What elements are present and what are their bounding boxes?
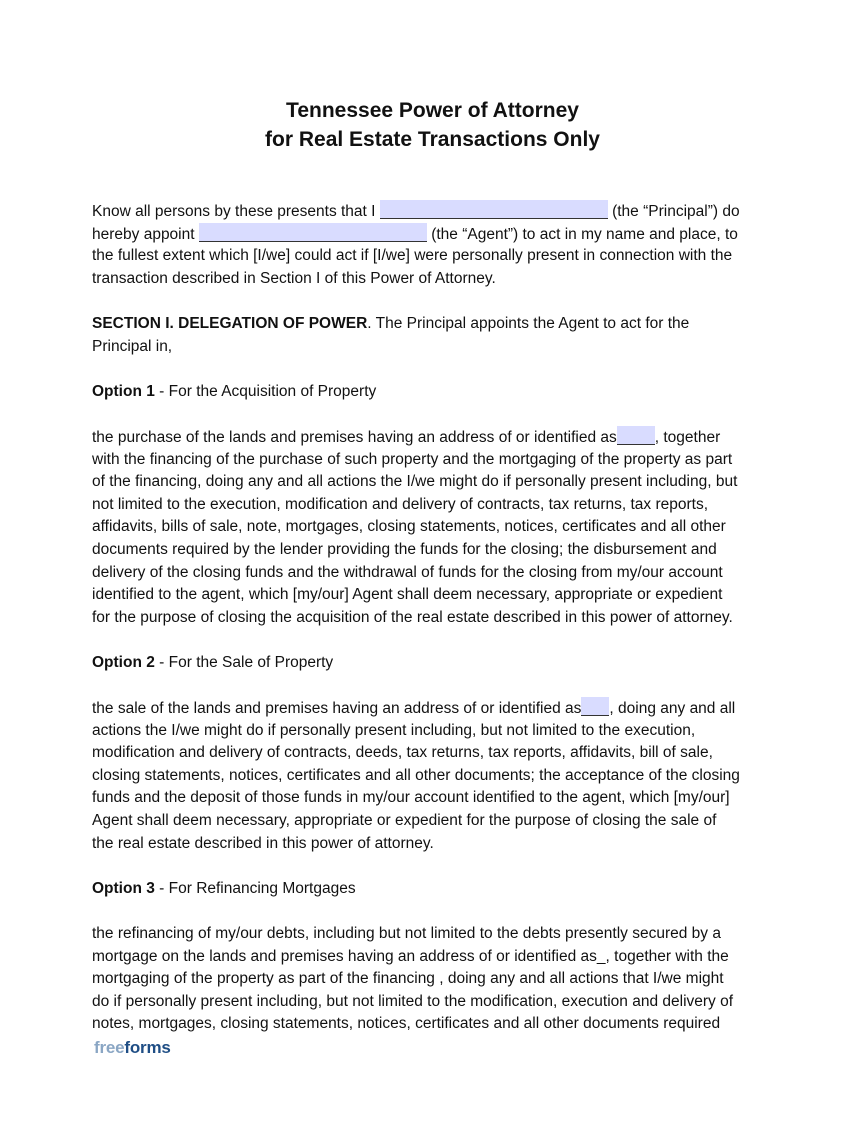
option-text: the purchase of the lands and premises having an address of or identified as — [92, 429, 617, 446]
option-2-heading — [92, 652, 808, 675]
logo-forms: forms — [124, 1038, 171, 1057]
option-text: Agent shall deem necessary, appropriate or expedient for the purpose of closing the sale of — [92, 811, 717, 829]
intro-paragraph — [92, 200, 808, 290]
title-line-1: Tennessee Power of Attorney — [286, 99, 579, 122]
option-text: the refinancing of my/our debts, including but not limited to the debts presently secured by a — [92, 925, 721, 942]
document-title — [0, 96, 865, 154]
option-text: affidavits, bills of sale, note, mortgages, closing statements, notices, certificates and all other — [92, 518, 726, 536]
option-subtitle: - For the Acquisition of Property — [154, 383, 377, 400]
option-1-paragraph — [92, 426, 808, 629]
intro-text: transaction described in Section I of this Power of Attorney. — [92, 269, 496, 287]
option-2-paragraph — [92, 697, 808, 855]
intro-text: Know all persons by these presents that I — [92, 203, 376, 220]
section-heading: SECTION I. DELEGATION OF POWER — [92, 315, 368, 332]
intro-text: hereby appoint — [92, 225, 195, 243]
option-text: delivery of the closing funds and the withdrawal of funds for the closing from my/our account — [92, 563, 723, 581]
option-text: mortgage on the lands and premises having an address of or identified as_, together with the — [92, 947, 729, 965]
option-text: mortgaging of the property as part of the financing , doing any and all actions that I/we might — [92, 970, 724, 988]
intro-text: (the “Principal”) do — [612, 203, 740, 220]
option-text: actions the I/we might do if personally present including, but not limited to the execution, — [92, 721, 696, 739]
option-text: , doing any and all — [609, 700, 736, 717]
option-text: , together — [654, 429, 721, 446]
option-text: identified to the agent, which [my/our] Agent shall deem necessary, appropriate or expedient — [92, 586, 723, 604]
option-text: of the financing, doing any and all actions the I/we might do if personally present including, but — [92, 473, 738, 491]
option-text: the real estate described in this power of attorney. — [92, 834, 434, 852]
intro-text: (the “Agent”) to act in my name and place, to — [431, 225, 738, 243]
sale-address-field[interactable] — [581, 697, 609, 716]
section-text: Principal in, — [92, 337, 173, 355]
option-text: funds and the deposit of those funds in my/our account identified to the agent, which [my/our] — [92, 789, 730, 807]
option-label: Option 1 — [92, 383, 155, 400]
option-text: with the financing of the purchase of such property and the mortgaging of the property as part — [92, 450, 733, 468]
option-subtitle: - For Refinancing Mortgages — [154, 880, 356, 897]
section-text: . The Principal appoints the Agent to act for the — [367, 315, 690, 332]
agent-name-field[interactable] — [199, 223, 427, 242]
option-3-heading — [92, 878, 808, 901]
acquisition-address-field[interactable] — [617, 426, 655, 445]
option-subtitle: - For the Sale of Property — [154, 654, 334, 671]
freeforms-logo — [94, 1038, 171, 1058]
option-label: Option 3 — [92, 880, 155, 897]
option-text: documents required by the lender providing the funds for the closing; the disbursement and — [92, 540, 717, 558]
title-line-2: for Real Estate Transactions Only — [265, 128, 600, 151]
principal-name-field[interactable] — [380, 200, 608, 219]
section-1 — [92, 313, 808, 358]
logo-free: free — [94, 1038, 125, 1057]
option-text: notes, mortgages, closing statements, notices, certificates and all other documents required — [92, 1015, 721, 1033]
intro-text: the fullest extent which [I/we] could act if [I/we] were personally present in connection with the — [92, 247, 733, 265]
option-text: the sale of the lands and premises having an address of or identified as — [92, 700, 582, 717]
option-text: modification and delivery of contracts, deeds, tax returns, tax reports, affidavits, bill of sale, — [92, 744, 713, 762]
option-text: do if personally present including, but not limited to the modification, execution and delivery of — [92, 992, 734, 1010]
option-text: for the purpose of closing the acquisition of the real estate described in this power of attorney. — [92, 608, 733, 626]
option-3-paragraph — [92, 923, 808, 1036]
option-1-heading — [92, 381, 808, 404]
option-text: closing statements, notices, certificates and all other documents; the acceptance of the closing — [92, 766, 740, 784]
option-label: Option 2 — [92, 654, 155, 671]
option-text: not limited to the execution, modification and delivery of contracts, tax returns, tax reports, — [92, 495, 708, 513]
